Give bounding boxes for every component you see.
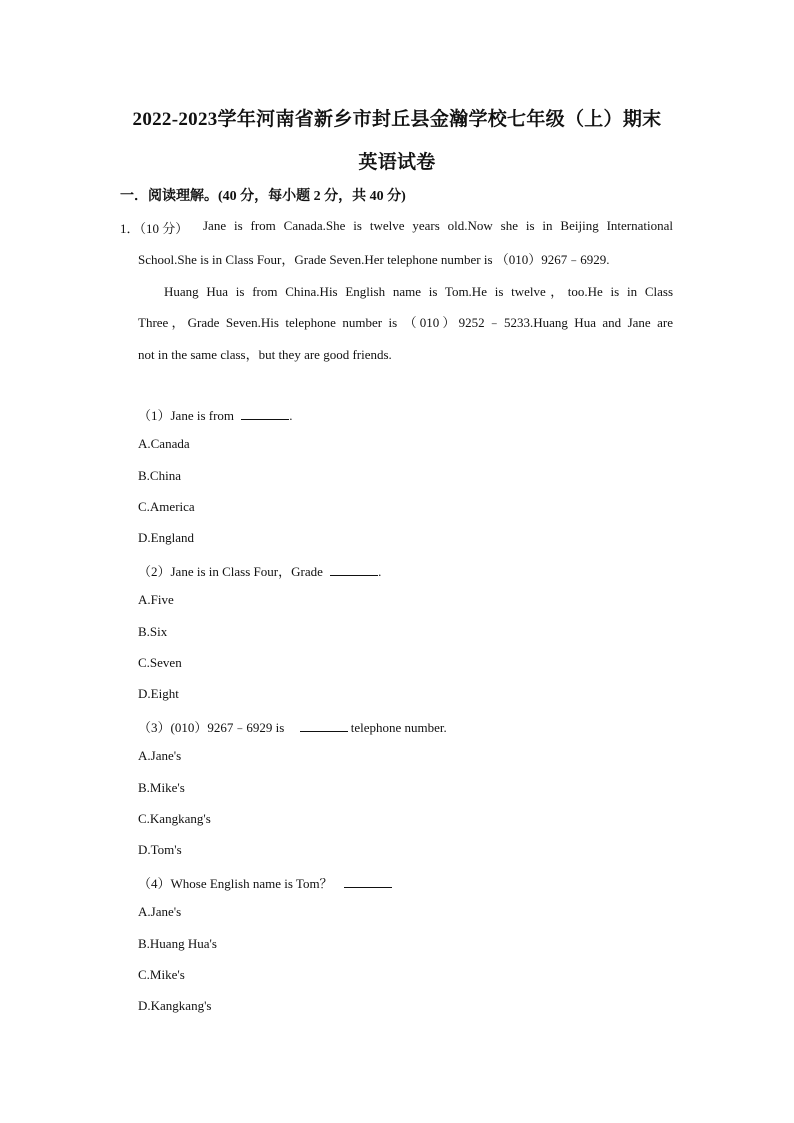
- passage-p2-line3: not in the same class，but they are good friends.: [138, 347, 392, 362]
- sub-question-2-prompt: （2）Jane is in Class Four，Grade: [138, 564, 323, 579]
- answer-blank: [241, 408, 289, 420]
- passage-p2-line1: Huang Hua is from China.His English name is Tom.He is twelve，too.He is in Class: [164, 284, 673, 299]
- sub-question-1: [138, 405, 293, 424]
- sub-question-4: [138, 873, 392, 892]
- sub-question-4-prompt: （4）Whose English name is Tom？: [138, 876, 333, 891]
- option-1a: A.Canada: [138, 436, 190, 451]
- option-4a: A.Jane's: [138, 904, 182, 919]
- question-number: [120, 218, 188, 237]
- option-2b: B.Six: [138, 624, 168, 639]
- option-3b: B.Mike's: [138, 780, 185, 795]
- option-2d: D.Eight: [138, 686, 179, 701]
- sub-question-2: [138, 561, 381, 580]
- passage-p1-line2: School.She is in Class Four，Grade Seven.Her telephone number is （010）9267﹣6929.: [138, 252, 610, 267]
- option-4d: D.Kangkang's: [138, 998, 212, 1013]
- answer-blank: [344, 876, 392, 888]
- sub-question-3-suffix: telephone number.: [350, 720, 447, 735]
- answer-blank: [330, 564, 378, 576]
- option-2a: A.Five: [138, 592, 174, 607]
- option-3c: C.Kangkang's: [138, 811, 211, 826]
- sub-question-1-prompt: （1）Jane is from: [138, 408, 235, 423]
- section-heading: 一．阅读理解。(40 分，每小题 2 分，共 40 分): [120, 189, 406, 204]
- sub-question-2-suffix: .: [378, 564, 382, 579]
- passage-p1-line1: Jane is from Canada.She is twelve years old.Now she is in Beijing International: [203, 218, 673, 233]
- option-1c: C.America: [138, 499, 195, 514]
- option-3d: D.Tom's: [138, 842, 182, 857]
- sub-question-3-prompt: （3）(010）9267﹣6929 is: [138, 720, 285, 735]
- option-3a: A.Jane's: [138, 748, 182, 763]
- question-number-label: 1．: [120, 221, 140, 236]
- option-4c: C.Mike's: [138, 967, 185, 982]
- answer-blank: [300, 720, 348, 732]
- option-2c: C.Seven: [138, 655, 182, 670]
- option-1d: D.England: [138, 530, 194, 545]
- passage-p2-line2: Three，Grade Seven.His telephone number is （010）9252﹣5233.Huang Hua and Jane are: [138, 315, 673, 330]
- exam-title-line-1: 2022-2023学年河南省新乡市封丘县金瀚学校七年级（上）期末: [132, 109, 662, 130]
- sub-question-1-suffix: .: [289, 408, 293, 423]
- option-4b: B.Huang Hua's: [138, 936, 217, 951]
- option-1b: B.China: [138, 468, 181, 483]
- sub-question-3: [138, 717, 447, 736]
- exam-title-line-2: 英语试卷: [358, 152, 436, 173]
- question-points: （10 分）: [139, 221, 189, 236]
